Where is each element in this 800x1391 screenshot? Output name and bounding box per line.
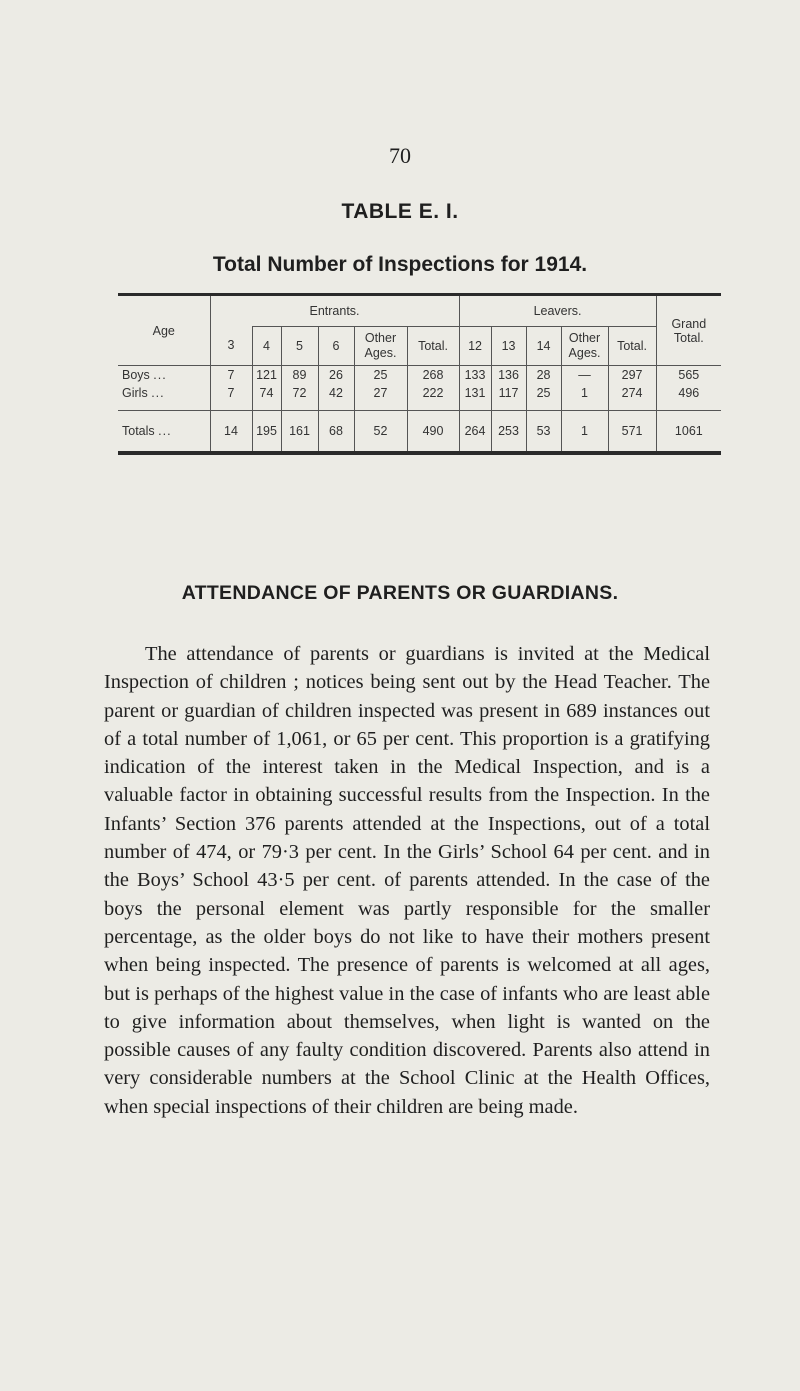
table-cell: 1 bbox=[561, 411, 608, 452]
table-cell: 571 bbox=[608, 411, 656, 452]
table-cell: 74 bbox=[252, 384, 281, 402]
table-cell: 496 bbox=[656, 384, 721, 402]
table-cell: 222 bbox=[407, 384, 459, 402]
table-cell: 131 bbox=[459, 384, 491, 402]
table-cell: 253 bbox=[491, 411, 526, 452]
table-cell: 53 bbox=[526, 411, 561, 452]
entrants-header: Entrants. bbox=[210, 296, 459, 327]
table-cell: — bbox=[561, 366, 608, 385]
table-cell: 7 bbox=[210, 384, 252, 402]
table-cell: 133 bbox=[459, 366, 491, 385]
table-cell: 195 bbox=[252, 411, 281, 452]
entrants-col-header: 5 bbox=[281, 327, 318, 366]
table-heading: TABLE E. I. bbox=[341, 200, 459, 223]
table-cell: 27 bbox=[354, 384, 407, 402]
table-cell: 68 bbox=[318, 411, 354, 452]
entrants-col-header: Total. bbox=[407, 327, 459, 366]
table-cell: 268 bbox=[407, 366, 459, 385]
table-cell: 274 bbox=[608, 384, 656, 402]
table-cell: 565 bbox=[656, 366, 721, 385]
leavers-col-header: 14 bbox=[526, 327, 561, 366]
table-cell: 25 bbox=[354, 366, 407, 385]
section-title: ATTENDANCE OF PARENTS OR GUARDIANS. bbox=[181, 582, 619, 604]
grand-total-header: Grand Total. bbox=[656, 296, 721, 366]
row-label-totals: Totals ... bbox=[122, 424, 172, 438]
inspections-table bbox=[118, 293, 721, 455]
table-cell: 121 bbox=[252, 366, 281, 385]
table-cell: 89 bbox=[281, 366, 318, 385]
leavers-col-header: 12 bbox=[459, 327, 491, 366]
table-cell: 28 bbox=[526, 366, 561, 385]
table-cell: 136 bbox=[491, 366, 526, 385]
table-cell: 1061 bbox=[656, 411, 721, 452]
table-cell: 52 bbox=[354, 411, 407, 452]
leavers-col-header: Total. bbox=[608, 327, 656, 366]
leavers-col-header: 13 bbox=[491, 327, 526, 366]
table-cell: 25 bbox=[526, 384, 561, 402]
row-label-girls: Girls ... bbox=[122, 386, 165, 400]
table-cell: 14 bbox=[210, 411, 252, 452]
leavers-col-header: Other Ages. bbox=[561, 327, 608, 366]
leavers-header: Leavers. bbox=[459, 296, 656, 327]
table-cell: 72 bbox=[281, 384, 318, 402]
table-cell: 297 bbox=[608, 366, 656, 385]
table-cell: 42 bbox=[318, 384, 354, 402]
row-label-boys: Boys ... bbox=[118, 366, 210, 385]
entrants-col-header: 4 bbox=[252, 327, 281, 366]
entrants-col-header: 3 bbox=[210, 327, 252, 366]
entrants-col-header: 6 bbox=[318, 327, 354, 366]
table-cell: 264 bbox=[459, 411, 491, 452]
table-cell: 7 bbox=[210, 366, 252, 385]
table-cell: 490 bbox=[407, 411, 459, 452]
table-bottom-rule bbox=[118, 451, 721, 455]
age-header: Age bbox=[152, 323, 175, 338]
page-number: 70 bbox=[389, 143, 411, 168]
entrants-col-header: Other Ages. bbox=[354, 327, 407, 366]
table-cell: 161 bbox=[281, 411, 318, 452]
table-cell: 117 bbox=[491, 384, 526, 402]
table-cell: 26 bbox=[318, 366, 354, 385]
body-paragraph: The attendance of parents or guardians is invited at the Medical Inspection of children ; notices being sent out by the Head Teacher. The parent or guardian of children inspected was present in 689 instances out of a total number of 1,061, or 65 per cent. This proportion is a gratifying indication of the interest taken in the Medical Inspection, and is a valuable factor in obtaining successful results from the Inspection. In the Infants’ Section 376 parents attended at the Inspections, out of a total number of 474, or 79·3 per cent. In the Girls’ School 64 per cent. and in the Boys’ School 43·5 per cent. of parents attended. In the case of the boys the personal element was partly responsible for the smaller percentage, as the older boys do not like to have their mothers present when being inspected. The presence of parents is welcomed at all ages, but is perhaps of the highest value in the case of infants who are least able to give information about themselves, when light is wanted on the possible causes of any faulty condition discovered. Parents also attend in very considerable numbers at the School Clinic at the Health Offices, when special inspections of their children are being made. bbox=[104, 643, 710, 1118]
table-cell: 1 bbox=[561, 384, 608, 402]
table-subtitle: Total Number of Inspections for 1914. bbox=[212, 253, 588, 276]
